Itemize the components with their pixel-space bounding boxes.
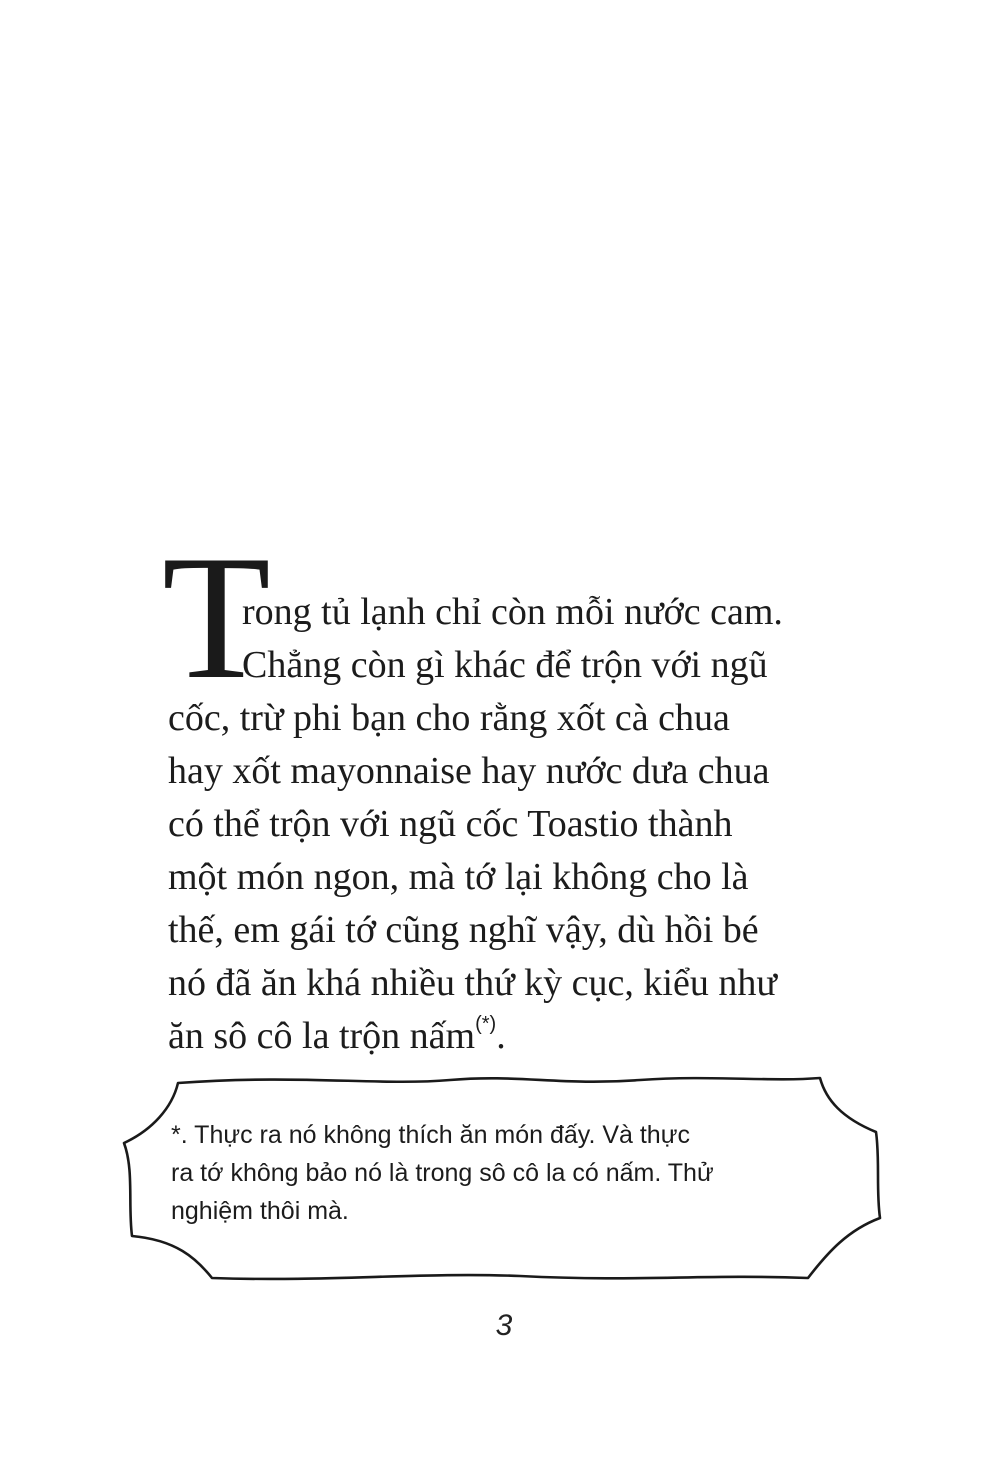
- final-punctuation: .: [496, 1015, 506, 1057]
- footnote-marker: (*): [475, 1013, 497, 1035]
- story-line-7: thế, em gái tớ cũng nghĩ vậy, dù hồi bé: [168, 909, 759, 951]
- story-line-3: cốc, trừ phi bạn cho rằng xốt cà chua: [168, 697, 730, 739]
- drop-cap: T: [162, 518, 271, 716]
- footnote-line-1: *. Thực ra nó không thích ăn món đấy. Và thực: [171, 1121, 690, 1149]
- story-line-5: có thể trộn với ngũ cốc Toastio thành: [168, 803, 733, 845]
- story-line-2: Chẳng còn gì khác để trộn với ngũ: [242, 644, 768, 686]
- footnote-line-2: ra tớ không bảo nó là trong sô cô la có nấm. Thử: [171, 1159, 714, 1187]
- page-number: 3: [495, 1309, 513, 1342]
- story-line-8: nó đã ăn khá nhiều thứ kỳ cục, kiểu như: [168, 962, 777, 1004]
- story-line-1: rong tủ lạnh chỉ còn mỗi nước cam.: [242, 591, 783, 633]
- story-line-9-text: ăn sô cô la trộn nấm: [168, 1015, 476, 1057]
- footnote-line-3: nghiệm thôi mà.: [171, 1197, 349, 1225]
- story-line-4: hay xốt mayonnaise hay nước dưa chua: [168, 750, 770, 792]
- story-line-6: một món ngon, mà tớ lại không cho là: [168, 856, 749, 898]
